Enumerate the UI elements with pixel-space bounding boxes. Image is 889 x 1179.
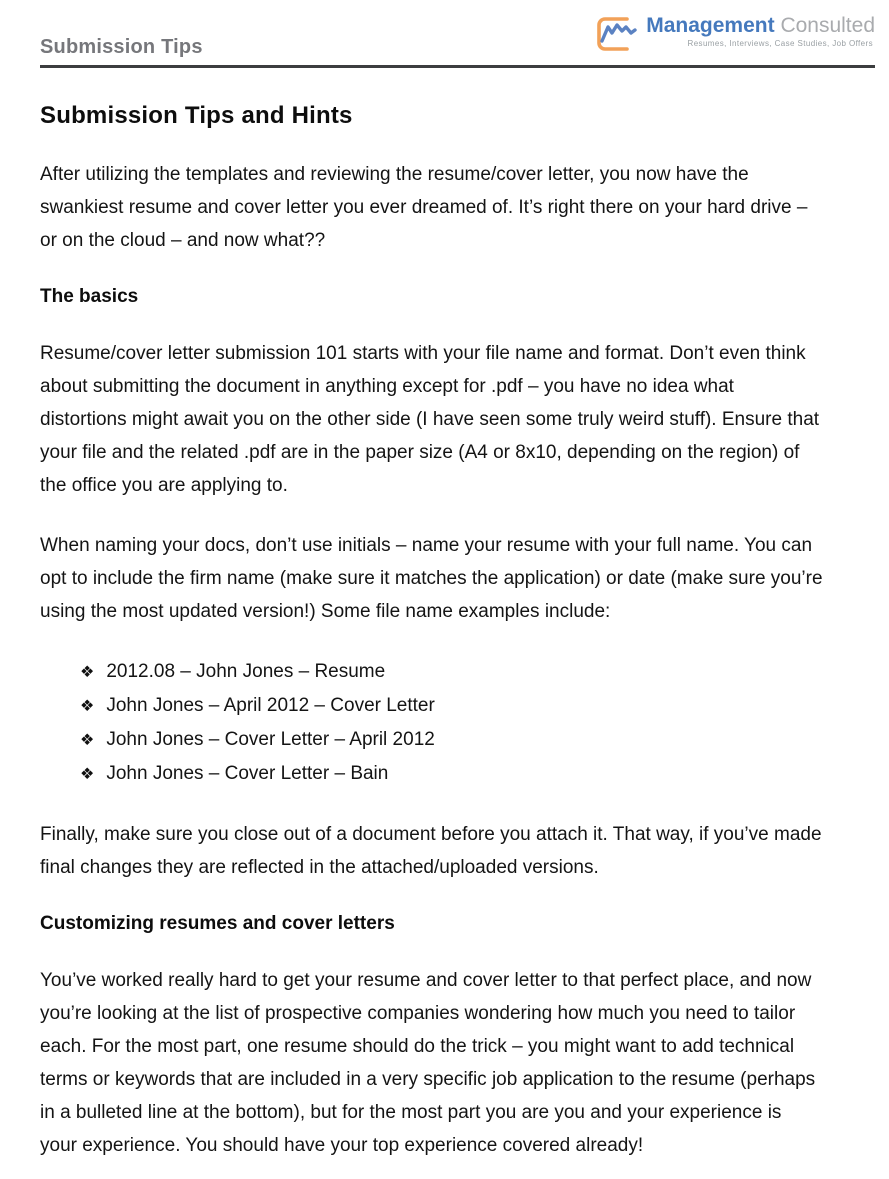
customizing-paragraph: You’ve worked really hard to get your resume and cover letter to that perfect place, and now you’re looking at the list of prospective companies wondering how much you need to tailor each. For the most part, one resume should do the trick – you might want to add technical terms or keywords that are included in a very specific job application to the resume (perhaps in a bulleted line at the bottom), but for the most part you are you and your experience is your experience. You should have your top experience covered already! (40, 970, 816, 1156)
list-item (80, 689, 823, 723)
finally-paragraph: Finally, make sure you close out of a document before you attach it. That way, if you’ve made final changes they are reflected in the attached/uploaded versions. (40, 824, 822, 878)
diamond-bullet-icon: ❖ (80, 664, 95, 681)
basics-paragraph: Resume/cover letter submission 101 starts with your file name and format. Don’t even think about submitting the document in anything except for .pdf – you have no idea what distortions might await you on the other side (I have seen some truly weird stuff). Ensure that your file and the related .pdf are in the paper size (A4 or 8x10, depending on the region) of the office you are applying to. (40, 343, 820, 496)
list-item-text: John Jones – April 2012 – Cover Letter (106, 695, 435, 716)
list-item-text: John Jones – Cover Letter – April 2012 (106, 729, 435, 750)
file-name-examples-list (40, 655, 823, 791)
diamond-bullet-icon: ❖ (80, 766, 95, 783)
intro-paragraph: After utilizing the templates and reviewing the resume/cover letter, you now have the swankiest resume and cover letter you ever dreamed of. It’s right there on your hard drive – or on the cloud – and now what?? (40, 164, 808, 251)
list-item (80, 757, 823, 791)
diamond-bullet-icon: ❖ (80, 732, 95, 749)
logo-brand-secondary: Consulted (780, 14, 875, 37)
line-chart-logo-icon (594, 14, 638, 59)
naming-paragraph: When naming your docs, don’t use initials – name your resume with your full name. You can opt to include the firm name (make sure it matches the application) or date (make sure you’re using the most updated version!) Some file name examples include: (40, 535, 823, 622)
logo-text-block (646, 14, 875, 48)
document-content (40, 102, 875, 1162)
list-item-text: 2012.08 – John Jones – Resume (106, 661, 386, 682)
logo-tagline: Resumes, Interviews, Case Studies, Job Offers (687, 39, 873, 48)
management-consulted-logo (594, 14, 875, 61)
logo-brand-name (646, 14, 875, 38)
page-title: Submission Tips and Hints (40, 102, 353, 129)
heading-customizing: Customizing resumes and cover letters (40, 913, 395, 934)
list-item-text: John Jones – Cover Letter – Bain (106, 763, 389, 784)
page-header (40, 14, 875, 68)
logo-brand-primary: Management (646, 14, 775, 37)
header-doc-title: Submission Tips (40, 36, 203, 58)
list-item (80, 655, 823, 689)
diamond-bullet-icon: ❖ (80, 698, 95, 715)
list-item (80, 723, 823, 757)
heading-the-basics: The basics (40, 286, 139, 307)
